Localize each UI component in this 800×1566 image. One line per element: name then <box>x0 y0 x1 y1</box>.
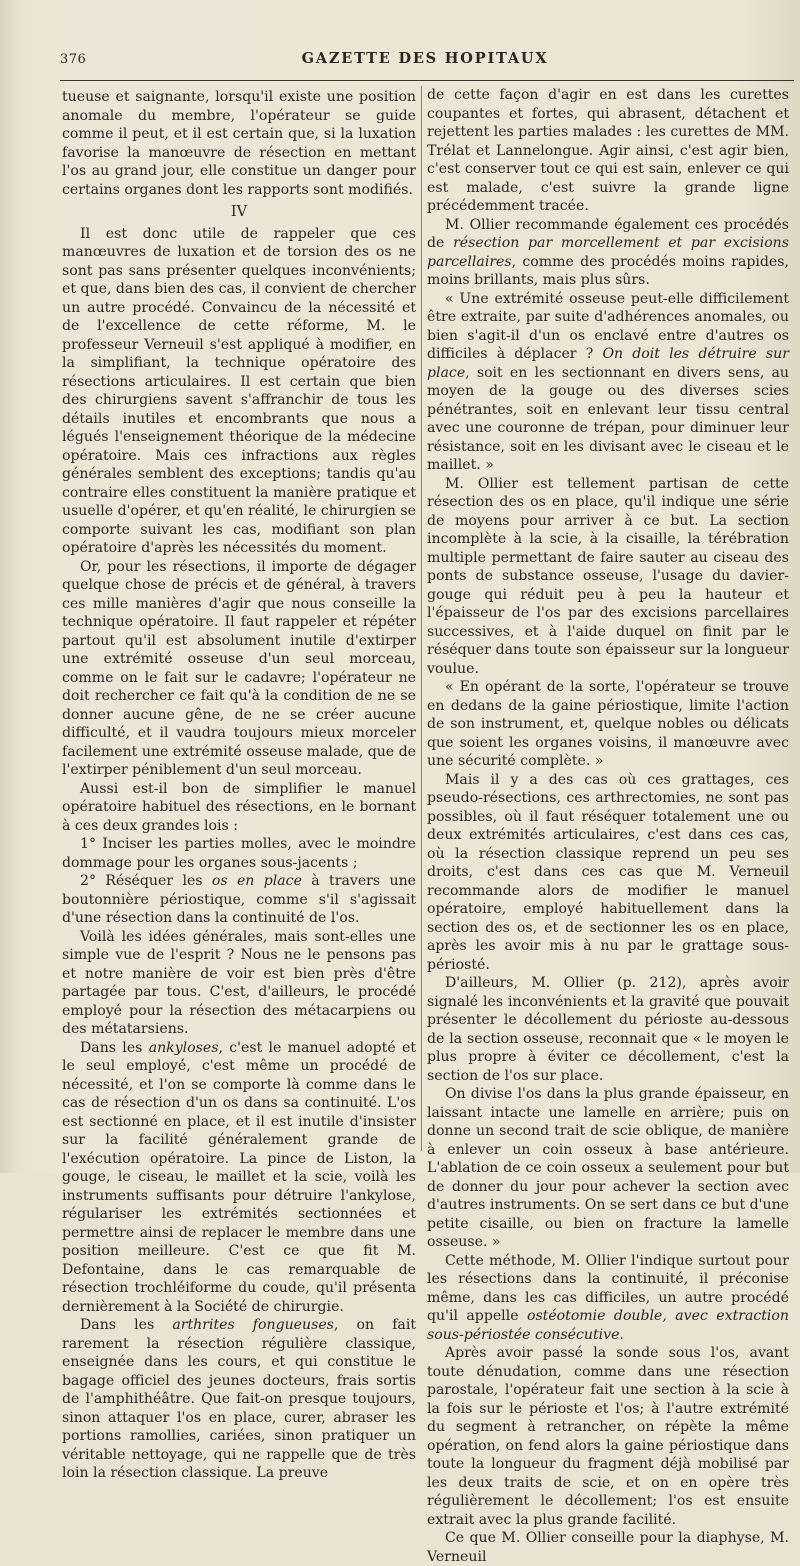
left-column <box>62 88 416 1483</box>
paragraph <box>427 1252 789 1345</box>
text-run: M. Ollier recommande également ces procédés de <box>427 216 789 251</box>
paragraph: Mais il y a des cas où ces grattages, ces pseudo-résections, ces arthrectomies, ne sont pas possibles, où il faut réséquer totalement une ou deux extrémités articulaires, c'est dans ces cas, où la résection classique reprend un peu ses droits, c'est dans ces cas que M. Verneuil recommande alors de modifier le manuel opératoire, employé habituellement dans la section des os, et de sectionner les os en place, après les avoir mis à nu par le grattage sous-périosté. <box>427 771 789 973</box>
text-run: à travers une boutonnière périostique, comme s'il s'agissait d'une résection dans la continuité de l'os. <box>62 873 416 926</box>
text-run: Cette méthode, M. Ollier l'indique surtout pour les résections dans la continuité, il préconise même, dans les cas difficiles, un autre procédé qu'il appelle <box>427 1252 789 1324</box>
italic-text: résection par morcellement et par excisions parcellaires <box>427 235 789 270</box>
text-run: , on fait rarement la résection régulière classique, enseignée dans les cours, et qui constitue le bagage officiel des jeunes docteurs, frais sortis de l'amphithéâtre. Que fait-on presque toujours, sinon attaquer l'os en place, curer, abraser les portions ramollies, cariées, sinon pratiquer un véritable nettoyage, qui ne rappelle que de très loin la résection classique. La preuve <box>62 1317 416 1481</box>
paragraph: Après avoir passé la sonde sous l'os, avant toute dénudation, comme dans une résection parostale, l'opérateur fait une section à la scie à la fois sur le périoste et l'os; à l'autre extrémité du segment à retrancher, on répète la même opération, on fend alors la gaine périostique dans toute la longueur du fragment déjà mobilisé par les deux traits de scie, et on en opère très régulièrement le décollement; l'os est ensuite extrait avec la plus grande facilité. <box>427 1345 789 1528</box>
paragraph: Il est donc utile de rappeler que ces manœuvres de luxation et de torsion des os ne sont pas sans présenter quelques inconvénients; et que, dans bien des cas, il convient de chercher un autre procédé. Convaincu de la nécessité et de l'excellence de cette réforme, M. le professeur Verneuil s'est appliqué à modifier, en la simplifiant, la technique opératoire des résections articulaires. Il est certain que bien des chirurgiens savent s'affranchir de tous les détails inutiles et encombrants que nous a légués l'enseignement théorique de la médecine opératoire. Mais ces infractions aux règles générales semblent des exceptions; tandis qu'au contraire elles constituent la manière pratique et usuelle d'opérer, et qu'en réalité, le chirurgien se comporte suivant les cas, modifiant son plan opératoire d'après les nécessités du moment. <box>62 225 417 556</box>
right-column <box>427 86 789 1566</box>
page-number: 376 <box>60 52 87 67</box>
italic-text: ankyloses <box>148 1039 219 1056</box>
paragraph: Voilà les idées générales, mais sont-elles une simple vue de l'esprit ? Nous ne le pensons pas et notre manière de voir est bien près d'être partagée par tous. C'est, d'ailleurs, le procédé employé pour la résection des métacarpiens ou des métatarsiens. <box>62 928 416 1037</box>
text-run: « Une extrémité osseuse peut-elle difficilement être extraite, par suite d'adhérences anomales, ou bien s'agit-il d'un os enclavé entre d'autres os difficiles à déplacer ? <box>427 290 789 362</box>
section-number: IV <box>230 204 248 220</box>
paragraph: tueuse et saignante, lorsqu'il existe une position anomale du membre, l'opérateur se guide comme il peut, et il est certain que, si la luxation favorise la manœuvre de résection en mettant l'os au grand jour, elle constitue un danger pour certains organes dont les rapports sont modifiés. <box>62 89 416 198</box>
paragraph: D'ailleurs, M. Ollier (p. 212), après avoir signalé les inconvénients et la gravité que pouvait présenter le décollement du périoste au-dessous de la section osseuse, reconnait que « le moyen le plus propre à éviter ce décollement, c'est la section de l'os sur place. <box>427 975 789 1084</box>
paragraph <box>62 872 416 928</box>
paragraph: Aussi est-il bon de simplifier le manuel opératoire habituel des résections, en le bornant à ces deux grandes lois : <box>62 780 416 834</box>
column-divider <box>421 86 422 1151</box>
paragraph: On divise l'os dans la plus grande épaisseur, en laissant intacte une lamelle en arrière; puis on donne un second trait de scie oblique, de manière à enlever un coin osseux à base antérieure. L'ablation de ce coin osseux a seulement pour but de donner du jour pour achever la section avec d'autres instruments. On se sert dans ce but d'une petite cisaille, ou bien on fracture la lamelle osseuse. » <box>427 1086 789 1250</box>
italic-text: ostéotomie double, avec extraction sous-périostée consécutive <box>427 1308 789 1343</box>
paragraph: « En opérant de la sorte, l'opérateur se trouve en dedans de la gaine périostique, limite l'action de son instrument, et, quelque nobles ou délicats que soient les organes voisins, il manœuvre avec une sécurité complète. » <box>427 679 789 769</box>
italic-text: On doit les détruire sur place <box>427 346 789 381</box>
text-run: , c'est le manuel adopté et le seul employé, c'est même un procédé de nécessité, et l'on se comporte là comme dans le cas de résection d'un os dans sa continuité. L'os est sectionné en place, et il est inutile d'insister sur la facilité généralement grande de l'exécution opératoire. La pince de Liston, la gouge, le ciseau, le maillet et la scie, voilà les instruments suffisants pour détruire l'ankylose, régulariser les extrémités sectionnées et permettre ainsi de replacer le membre dans une position meilleure. C'est ce que fit M. Defontaine, dans le cas remarquable de résection trochléiforme du coude, qu'il présenta dernièrement à la Société de chirurgie. <box>62 1039 416 1315</box>
paragraph: Or, pour les résections, il importe de dégager quelque chose de précis et de général, à travers ces mille manières d'agir que nous conseille la technique opératoire. Il faut rappeler et répéter partout qu'il est absolument inutile d'extirper une extrémité osseuse d'un seul morceau, comme on le fait sur le cadavre; l'opérateur ne doit rechercher ce fait qu'à la condition de ne se donner aucune gêne, de ne se créer aucune difficulté, et il vaudra toujours mieux morceler facilement une extrémité osseuse malade, que de l'extirper péniblement d'un seul morceau. <box>62 558 416 778</box>
paragraph: de cette façon d'agir en est dans les curettes coupantes et fortes, qui abrasent, détachent et rejettent les parties malades : les curettes de MM. Trélat et Lannelongue. Agir ainsi, c'est agir bien, c'est conserver tout ce qui est sain, enlever ce qui est malade, c'est suivre la grande ligne précédemment tracée. <box>427 87 789 214</box>
running-title: GAZETTE DES HOPITAUX <box>301 50 549 67</box>
paragraph <box>62 1316 416 1483</box>
italic-text: os en place <box>211 873 302 889</box>
paragraph <box>427 290 789 475</box>
text-run: . <box>619 1326 624 1343</box>
italic-text: arthrites fongueuses <box>172 1317 334 1333</box>
paragraph: Ce que M. Ollier conseille pour la diaphyse, M. Verneuil <box>427 1530 789 1565</box>
paragraph <box>427 216 789 290</box>
text-run: , soit en les sectionnant en divers sens, au moyen de la gouge ou des diverses scies pénétrantes, soit en enlevant leur tissu central avec une couronne de trépan, pour diminuer leur résistance, soit en les divisant avec le ciseau et le maillet. » <box>427 364 789 473</box>
page-header <box>60 46 790 76</box>
text-run: 2° Réséquer les <box>80 873 212 889</box>
paragraph: 1° Inciser les parties molles, avec le moindre dommage pour les organes sous-jacents ; <box>62 836 416 871</box>
header-rule <box>60 80 794 81</box>
text-run: Dans les <box>80 1039 149 1056</box>
text-run: , comme des procédés moins rapides, moins brillants, mais plus sûrs. <box>427 253 789 288</box>
paragraph: M. Ollier est tellement partisan de cette résection des os en place, qu'il indique une série de moyens pour arriver à ce but. La section incomplète à la scie, à la cisaille, la térébration multiple permettant de faire sauter au ciseau des ponts de substance osseuse, l'usage du davier-gouge qui réduit peu à peu la hauteur et l'épaisseur de l'os par des excisions parcellaires successives, et à l'aide duquel on finit par le réséquer dans toute son épaisseur sur la longueur voulue. <box>427 475 789 677</box>
paragraph <box>62 1039 416 1317</box>
text-run: Dans les <box>80 1317 173 1333</box>
